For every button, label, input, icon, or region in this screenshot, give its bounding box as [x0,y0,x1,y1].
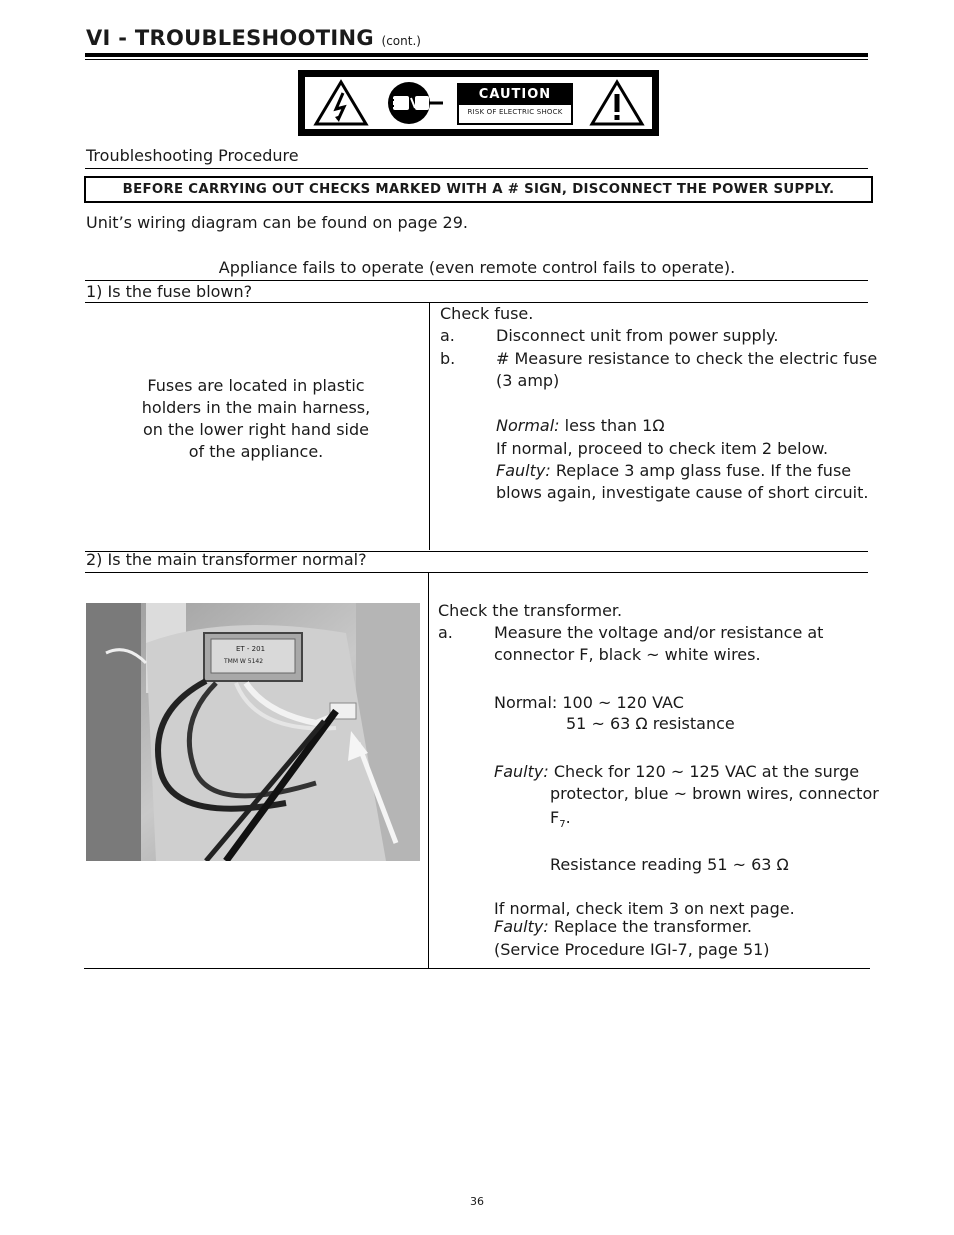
page-title-text: VI - TROUBLESHOOTING [86,26,374,50]
header-rule-thin [85,59,868,60]
lightning-warning-icon [313,79,369,127]
page-number: 36 [470,1195,484,1208]
transformer-faulty-replace: Faulty: Replace the transformer. [494,917,753,936]
transformer-photo [86,603,420,861]
step-b-text-2: (3 amp) [496,371,560,390]
fuse-normal: Normal: less than 1Ω [496,416,665,435]
transformer-faulty-2: protector, blue ~ brown wires, connector [550,784,879,803]
transformer-normal-1: Normal: 100 ~ 120 VAC [494,693,684,712]
item2-rule [85,572,868,573]
transformer-step-a-2: connector F, black ~ white wires. [494,645,761,664]
transformer-step-a-label: a. [438,623,453,642]
wiring-note: Unit’s wiring diagram can be found on page 29. [86,213,468,232]
check-transformer: Check the transformer. [438,601,623,620]
caution-sign [298,70,659,136]
caution-label [457,83,573,125]
page-title [86,26,421,50]
symptom-heading: Appliance fails to operate (even remote control fails to operate). [218,258,736,277]
item2-divider [428,573,429,968]
caution-subtext: RISK OF ELECTRIC SHOCK [467,108,563,116]
procedure-rule [85,168,868,169]
item2-bottom-rule [84,968,870,969]
fuse-faulty-2: blows again, investigate cause of short circuit. [496,483,869,502]
transformer-if-normal: If normal, check item 3 on next page. [494,899,795,918]
page-title-cont: (cont.) [381,34,421,48]
transformer-normal-2: 51 ~ 63 Ω resistance [566,714,735,733]
item2-question: 2) Is the main transformer normal? [86,550,367,569]
caution-word: CAUTION [459,85,571,105]
fuse-if-normal: If normal, proceed to check item 2 below. [496,439,829,458]
unplug-icon [385,80,445,126]
transformer-resistance: Resistance reading 51 ~ 63 Ω [550,855,789,874]
fuse-faulty-1: Faulty: Replace 3 amp glass fuse. If the fuse [496,461,852,480]
transformer-label-2: TMM W 5142 [224,658,264,665]
step-b-text-1: # Measure resistance to check the electric fuse [496,349,878,368]
exclamation-warning-icon [589,79,645,127]
fuse-location-note: Fuses are located in plastic holders in the main harness, on the lower right hand side of the appliance. [141,376,371,461]
step-b-label: b. [440,349,456,368]
step-a-text: Disconnect unit from power supply. [496,326,779,345]
step-a-label: a. [440,326,455,345]
transformer-faulty-3: $F_7$. [550,808,571,831]
procedure-heading: Troubleshooting Procedure [86,146,299,165]
transformer-label-1: ET - 201 [236,645,266,653]
check-fuse: Check fuse. [440,304,534,323]
service-procedure-ref: (Service Procedure IGI-7, page 51) [494,940,770,959]
power-warning: BEFORE CARRYING OUT CHECKS MARKED WITH A # SIGN, DISCONNECT THE POWER SUPPLY. [84,176,873,203]
header-rule [85,53,868,57]
item1-divider [429,303,430,550]
transformer-faulty-1: Faulty: Check for 120 ~ 125 VAC at the surge [494,762,860,781]
item1-question: 1) Is the fuse blown? [86,282,253,301]
transformer-step-a-1: Measure the voltage and/or resistance at [494,623,824,642]
